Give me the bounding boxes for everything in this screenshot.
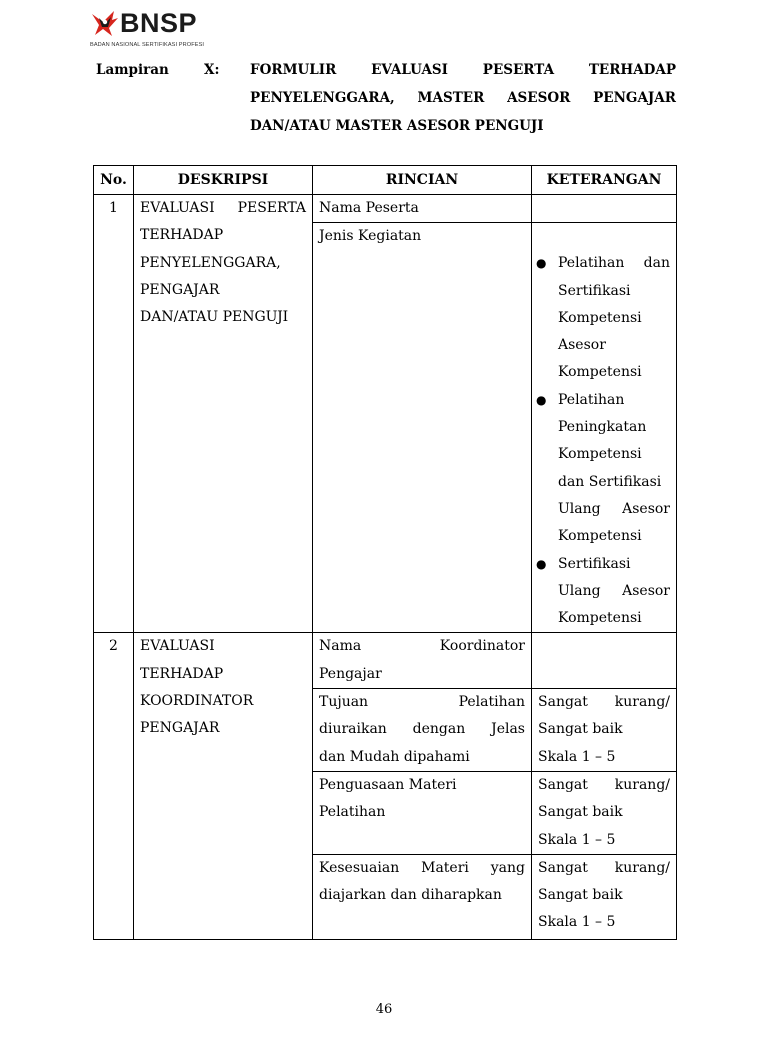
rincian-cell [313, 195, 532, 223]
bullet-line: Sertifikasi [558, 555, 631, 572]
keterangan-cell [532, 689, 677, 772]
header-no: No. [94, 166, 134, 195]
header-keterangan: KETERANGAN [532, 166, 677, 195]
bullet-item [536, 551, 670, 633]
heading-title [250, 56, 676, 140]
page-number: 46 [375, 1002, 393, 1017]
row-description [134, 633, 313, 939]
bullet-line: Kompetensi [558, 610, 642, 627]
keterangan-line: Sangat baik [538, 804, 623, 821]
bullet-item [536, 387, 670, 551]
heading-label: Lampiran [96, 62, 169, 78]
bullet-dot-icon: ● [536, 392, 547, 407]
heading-title-line: FORMULIR EVALUASI PESERTA TERHADAP [250, 62, 676, 78]
bullet-line: Pelatihan dan [558, 255, 670, 272]
heading-title-line: PENYELENGGARA, MASTER ASESOR PENGAJAR [250, 90, 676, 106]
bullet-line: Kompetensi [558, 446, 642, 463]
keterangan-cell [532, 854, 677, 939]
bnsp-logo [90, 6, 240, 52]
logo-subtitle: BADAN NASIONAL SERTIFIKASI PROFESI [90, 42, 205, 48]
description-line: TERHADAP [140, 665, 224, 682]
keterangan-line: Skala 1 – 5 [538, 748, 616, 765]
rincian-line: Jenis Kegiatan [319, 228, 422, 245]
keterangan-cell [532, 633, 677, 689]
bullet-dot-icon: ● [536, 256, 547, 271]
table-header-row [94, 166, 677, 195]
rincian-line: dan Mudah dipahami [319, 748, 470, 765]
rincian-cell [313, 854, 532, 939]
keterangan-cell [532, 771, 677, 854]
description-line: DAN/ATAU PENGUJI [140, 309, 289, 326]
keterangan-cell [532, 223, 677, 633]
rincian-line: Nama Koordinator [319, 638, 525, 655]
rincian-cell [313, 689, 532, 772]
description-line: KOORDINATOR [140, 693, 254, 710]
description-line: EVALUASI PESERTA [140, 200, 306, 216]
logo-brand: BNSP [120, 8, 198, 38]
description-line: PENGAJAR [140, 720, 220, 737]
bullet-line: Kompetensi [558, 364, 642, 381]
bullet-item [536, 250, 670, 386]
rincian-line: Tujuan Pelatihan [319, 694, 525, 711]
bullet-line: Kompetensi [558, 309, 642, 326]
rincian-line: Pengajar [319, 665, 382, 682]
bullet-dot-icon: ● [536, 556, 547, 571]
bullet-line: Peningkatan [558, 419, 647, 436]
bullet-line: Ulang Asesor [558, 582, 670, 599]
keterangan-line: Sangat baik [538, 887, 623, 904]
description-line: TERHADAP [140, 227, 224, 244]
row-description [134, 195, 313, 633]
keterangan-line: Skala 1 – 5 [538, 831, 616, 848]
bullet-line: Ulang Asesor [558, 500, 670, 517]
table-row [94, 195, 677, 223]
rincian-line: Nama Peserta [319, 200, 419, 216]
garuda-emblem-icon [90, 8, 120, 38]
header-rincian: RINCIAN [313, 166, 532, 195]
description-line: PENGAJAR [140, 281, 220, 298]
bullet-line: dan Sertifikasi [558, 473, 662, 490]
row-number: 2 [94, 633, 134, 939]
row-number: 1 [94, 195, 134, 633]
heading-code: X: [204, 62, 220, 78]
table-row [94, 633, 677, 689]
bullet-line: Sertifikasi [558, 282, 631, 299]
keterangan-line: Sangat kurang/ [538, 776, 670, 793]
evaluation-table [93, 165, 677, 940]
rincian-line: diuraikan dengan Jelas [319, 721, 525, 738]
rincian-line: Kesesuaian Materi yang [319, 859, 525, 876]
rincian-cell [313, 771, 532, 854]
rincian-cell [313, 633, 532, 689]
bullet-line: Pelatihan [558, 391, 625, 408]
bullet-line: Kompetensi [558, 528, 642, 545]
rincian-cell [313, 223, 532, 633]
keterangan-cell [532, 195, 677, 223]
rincian-line: Pelatihan [319, 804, 386, 821]
rincian-line: Penguasaan Materi [319, 776, 457, 793]
keterangan-line: Sangat baik [538, 721, 623, 738]
header-deskripsi: DESKRIPSI [134, 166, 313, 195]
description-line: EVALUASI [140, 638, 215, 655]
rincian-line: diajarkan dan diharapkan [319, 887, 502, 904]
keterangan-line: Sangat kurang/ [538, 859, 670, 876]
keterangan-line: Skala 1 – 5 [538, 914, 616, 931]
bullet-line: Asesor [558, 337, 606, 354]
keterangan-line: Sangat kurang/ [538, 694, 670, 711]
heading-title-line: DAN/ATAU MASTER ASESOR PENGUJI [250, 118, 544, 134]
description-line: PENYELENGGARA, [140, 254, 281, 271]
